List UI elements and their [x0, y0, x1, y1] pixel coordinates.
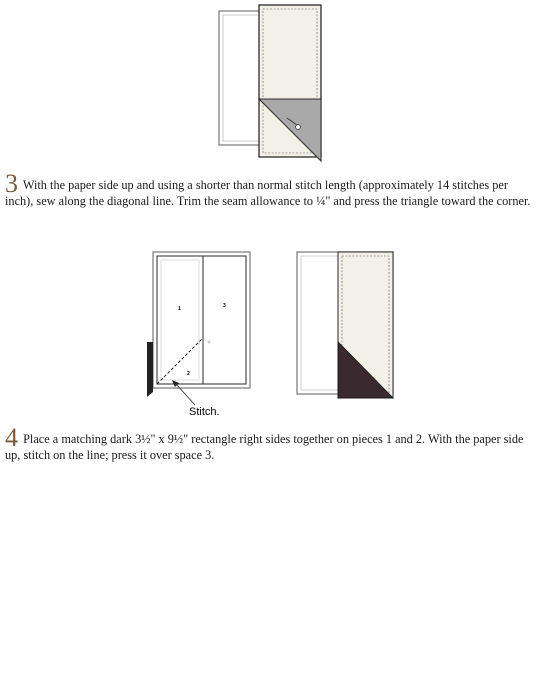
dark-strip [147, 342, 153, 397]
diagram-bottom-left [147, 252, 250, 418]
piece-label-3: 3 [223, 303, 226, 309]
step-4-number: 4 [5, 423, 18, 452]
piece-label-2: 2 [187, 371, 190, 377]
step-4-text: Place a matching dark 3½" x 9½" rectangle right sides together on pieces 1 and 2. With the paper side up, stitch on the line; press it over space 3. [5, 432, 524, 462]
diagram-bottom-right [297, 252, 393, 398]
step-3-paragraph [5, 169, 533, 209]
pin-icon [296, 125, 301, 130]
step-4-paragraph [5, 423, 533, 463]
step-3-number: 3 [5, 169, 18, 198]
step-3-text: With the paper side up and using a shorter than normal stitch length (approximately 14 stitches per inch), sew along the diagonal line. Trim the seam allowance to ¼" and press the triangle toward the corner. [5, 178, 531, 208]
piece-1 [157, 256, 203, 384]
stitch-label: Stitch. [189, 406, 220, 418]
piece-label-1: 1 [178, 306, 181, 312]
diagram-top [219, 5, 321, 161]
piece-3 [203, 256, 246, 384]
